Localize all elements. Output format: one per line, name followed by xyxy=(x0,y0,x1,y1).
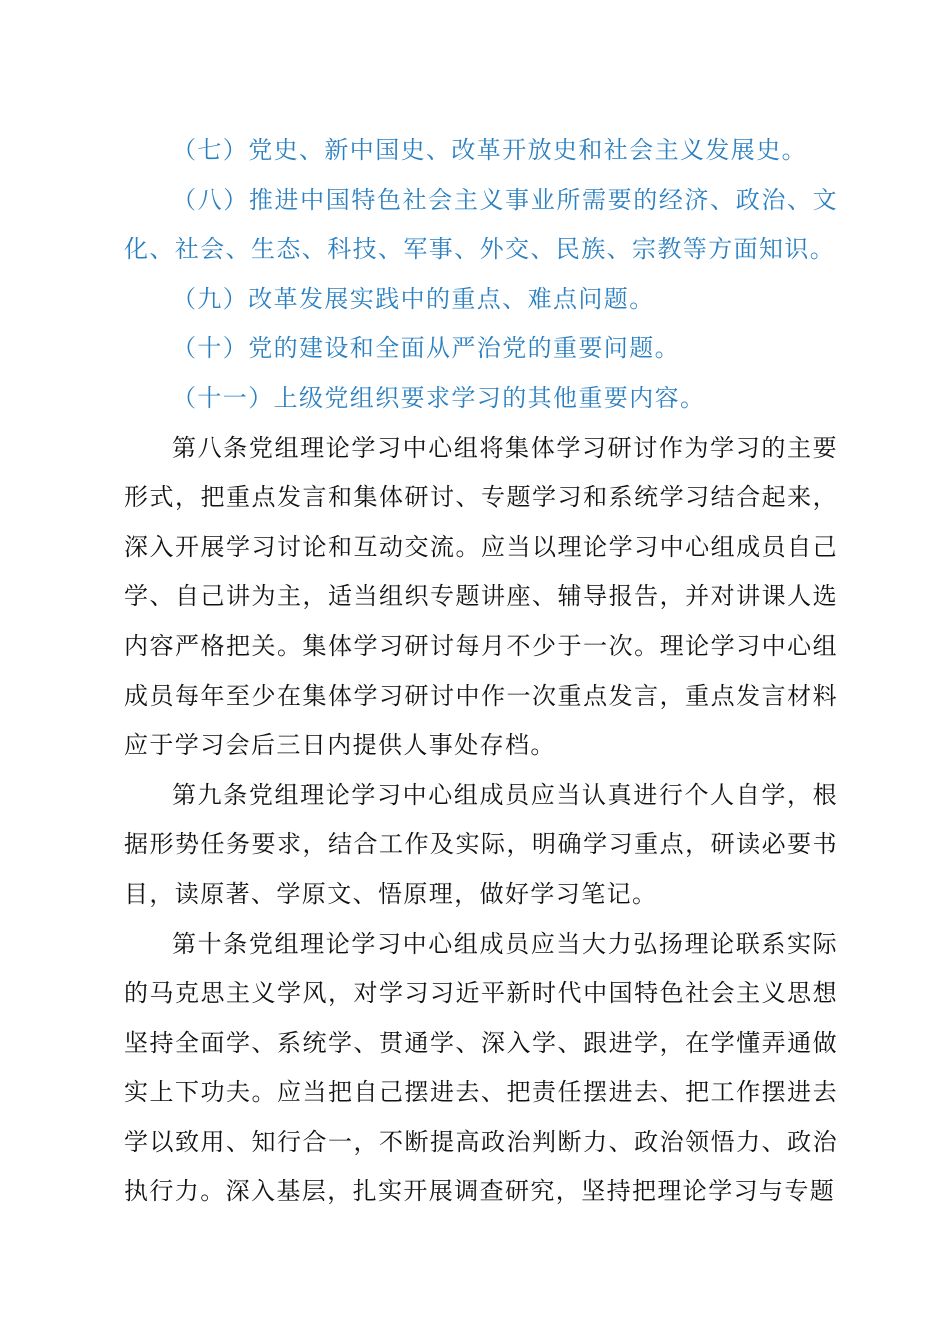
article-8-paragraph: 第八条党组理论学习中心组将集体学习研讨作为学习的主要形式，把重点发言和集体研讨、专题学习和系统学习结合起来，深入开展学习讨论和互动交流。应当以理论学习中心组成员自己学、自己讲为主，适当组织专题讲座、辅导报告，并对讲课人选内容严格把关。集体学习研讨每月不少于一次。理论学习中心组成员每年至少在集体学习研讨中作一次重点发言，重点发言材料应于学习会后三日内提供人事处存档。 xyxy=(124,433,838,760)
list-item-7: （七）党史、新中国史、改革开放史和社会主义发展史。 xyxy=(172,136,807,164)
list-item-11: （十一）上级党组织要求学习的其他重要内容。 xyxy=(172,383,706,412)
article-10-paragraph: 第十条党组理论学习中心组成员应当大力弘扬理论联系实际的马克思主义学风，对学习习近平新时代中国特色社会主义思想坚持全面学、系统学、贯通学、深入学、跟进学，在学懂弄通做实上下功夫。应当把自己摆进去、把责任摆进去、把工作摆进去学以致用、知行合一，不断提高政治判断力、政治领悟力、政治执行力。深入基层，扎实开展调查研究，坚持把理论学习与专题 xyxy=(124,929,838,1206)
article-9-paragraph: 第九条党组理论学习中心组成员应当认真进行个人自学，根据形势任务要求，结合工作及实际，明确学习重点，研读必要书目，读原著、学原文、悟原理，做好学习笔记。 xyxy=(124,780,838,908)
list-item-10: （十）党的建设和全面从严治党的重要问题。 xyxy=(172,334,680,363)
document-body xyxy=(124,126,838,1217)
list-item-8: （八）推进中国特色社会主义事业所需要的经济、政治、文化、社会、生态、科技、军事、外交、民族、宗教等方面知识。 xyxy=(124,185,838,264)
list-item-9: （九）改革发展实践中的重点、难点问题。 xyxy=(172,284,655,313)
